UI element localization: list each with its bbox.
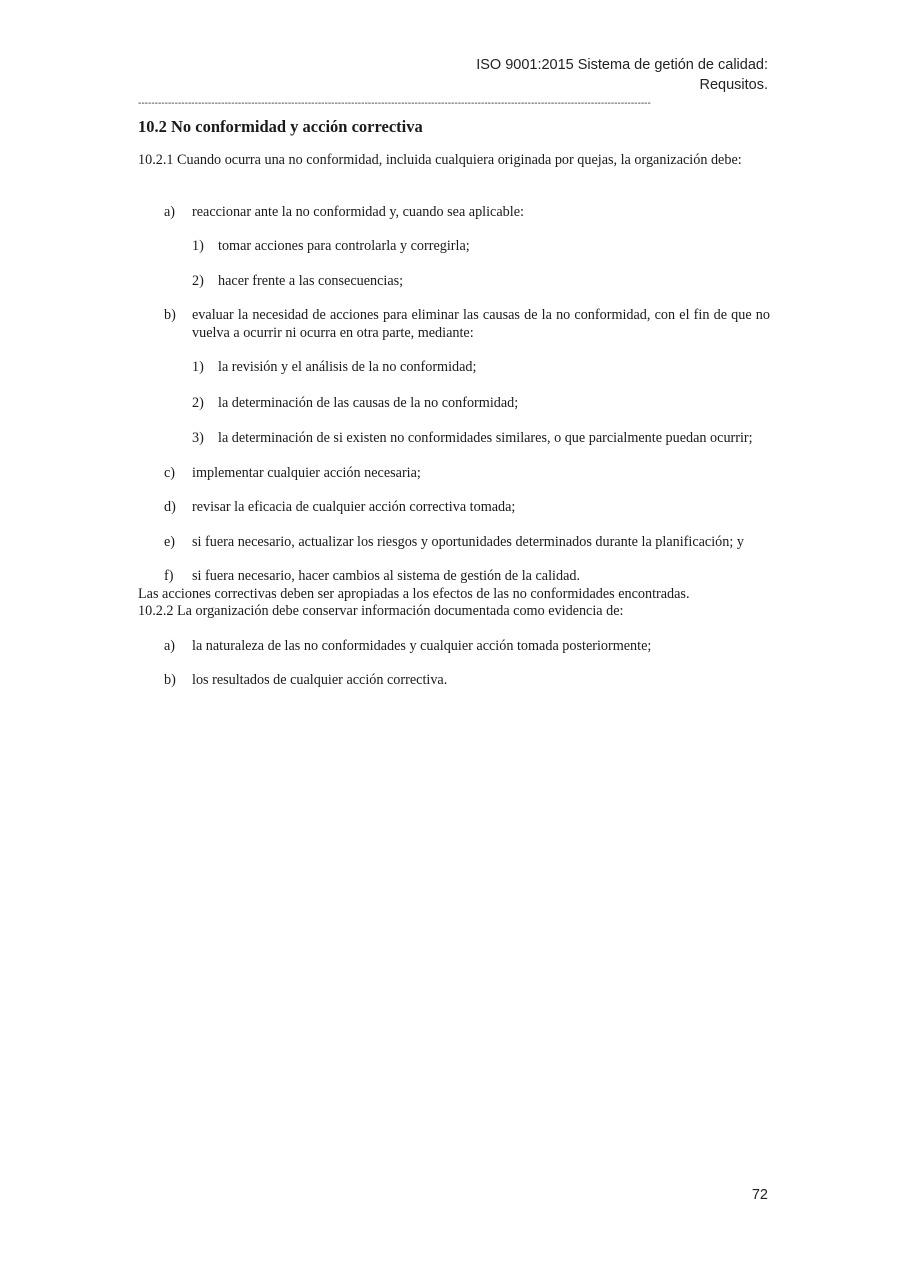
list-marker: d) [164, 499, 176, 515]
paragraph-10-2-1: 10.2.1 Cuando ocurra una no conformidad, incluida cualquiera originada por quejas, la organización debe: [138, 152, 742, 168]
list-marker: 3) [192, 430, 204, 446]
list-item-text: los resultados de cualquier acción correctiva. [192, 672, 448, 688]
list-10-2-1 [138, 204, 770, 586]
list-item-e [138, 534, 770, 552]
list-marker: f) [164, 568, 174, 584]
list-item-text: la determinación de si existen no conformidades similares, o que parcialmente puedan ocurrir; [218, 430, 753, 446]
paragraph-10-2-2: 10.2.2 La organización debe conservar información documentada como evidencia de: [138, 603, 624, 619]
sub-item-b-2 [138, 395, 770, 413]
list-item-text: la naturaleza de las no conformidades y cualquier acción tomada posteriormente; [192, 637, 652, 654]
list-item-text: si fuera necesario, actualizar los riesgos y oportunidades determinados durante la planificación; y [192, 533, 744, 550]
closing-paragraph: Las acciones correctivas deben ser apropiadas a los efectos de las no conformidades encontradas. [138, 585, 690, 602]
sub-item-a-2 [138, 273, 770, 291]
list-item-text: revisar la eficacia de cualquier acción correctiva tomada; [192, 499, 516, 515]
list-item-b [138, 672, 770, 690]
list-item-text: la determinación de las causas de la no conformidad; [218, 394, 519, 411]
list-item-f [138, 568, 770, 586]
list-marker: a) [164, 637, 176, 654]
list-marker: c) [164, 464, 176, 481]
list-item-text: reaccionar ante la no conformidad y, cuando sea aplicable: [192, 203, 524, 220]
list-marker: 1) [192, 238, 204, 254]
list-10-2-2 [138, 638, 770, 690]
list-item-text: la revisión y el análisis de la no conformidad; [218, 359, 477, 375]
running-header [476, 55, 768, 95]
list-item-text: si fuera necesario, hacer cambios al sistema de gestión de la calidad. [192, 568, 581, 584]
list-marker: a) [164, 203, 176, 220]
list-item-text: evaluar la necesidad de acciones para eliminar las causas de la no conformidad, con el fin de que no vuelva a ocurrir ni ocurra en otra parte, mediante: [192, 307, 770, 341]
list-marker: b) [164, 672, 176, 688]
list-item-c [138, 465, 770, 483]
running-header-line-2: Requsitos. [699, 77, 768, 93]
list-marker: 2) [192, 272, 204, 289]
list-item-d [138, 499, 770, 517]
sub-item-b-3 [138, 430, 770, 448]
list-item-a [138, 638, 770, 656]
list-item-text: hacer frente a las consecuencias; [218, 272, 404, 289]
page-number: 72 [751, 1187, 768, 1203]
main-content [138, 117, 770, 690]
running-header-line-1: ISO 9001:2015 Sistema de getión de calidad: [476, 57, 768, 73]
list-marker: b) [164, 307, 176, 323]
list-item-a [138, 204, 770, 222]
header-divider: ---------------------------------------------------------------------------------------------------------------------------------------------------------- [138, 98, 651, 109]
sub-item-b-1 [138, 359, 770, 377]
list-item-b [138, 307, 770, 342]
list-marker: 1) [192, 359, 204, 375]
list-item-text: implementar cualquier acción necesaria; [192, 464, 421, 481]
list-marker: 2) [192, 394, 204, 411]
section-title: 10.2 No conformidad y acción correctiva [138, 117, 423, 136]
sub-item-a-1 [138, 238, 770, 256]
list-marker: e) [164, 533, 176, 550]
list-item-text: tomar acciones para controlarla y corregirla; [218, 238, 470, 254]
